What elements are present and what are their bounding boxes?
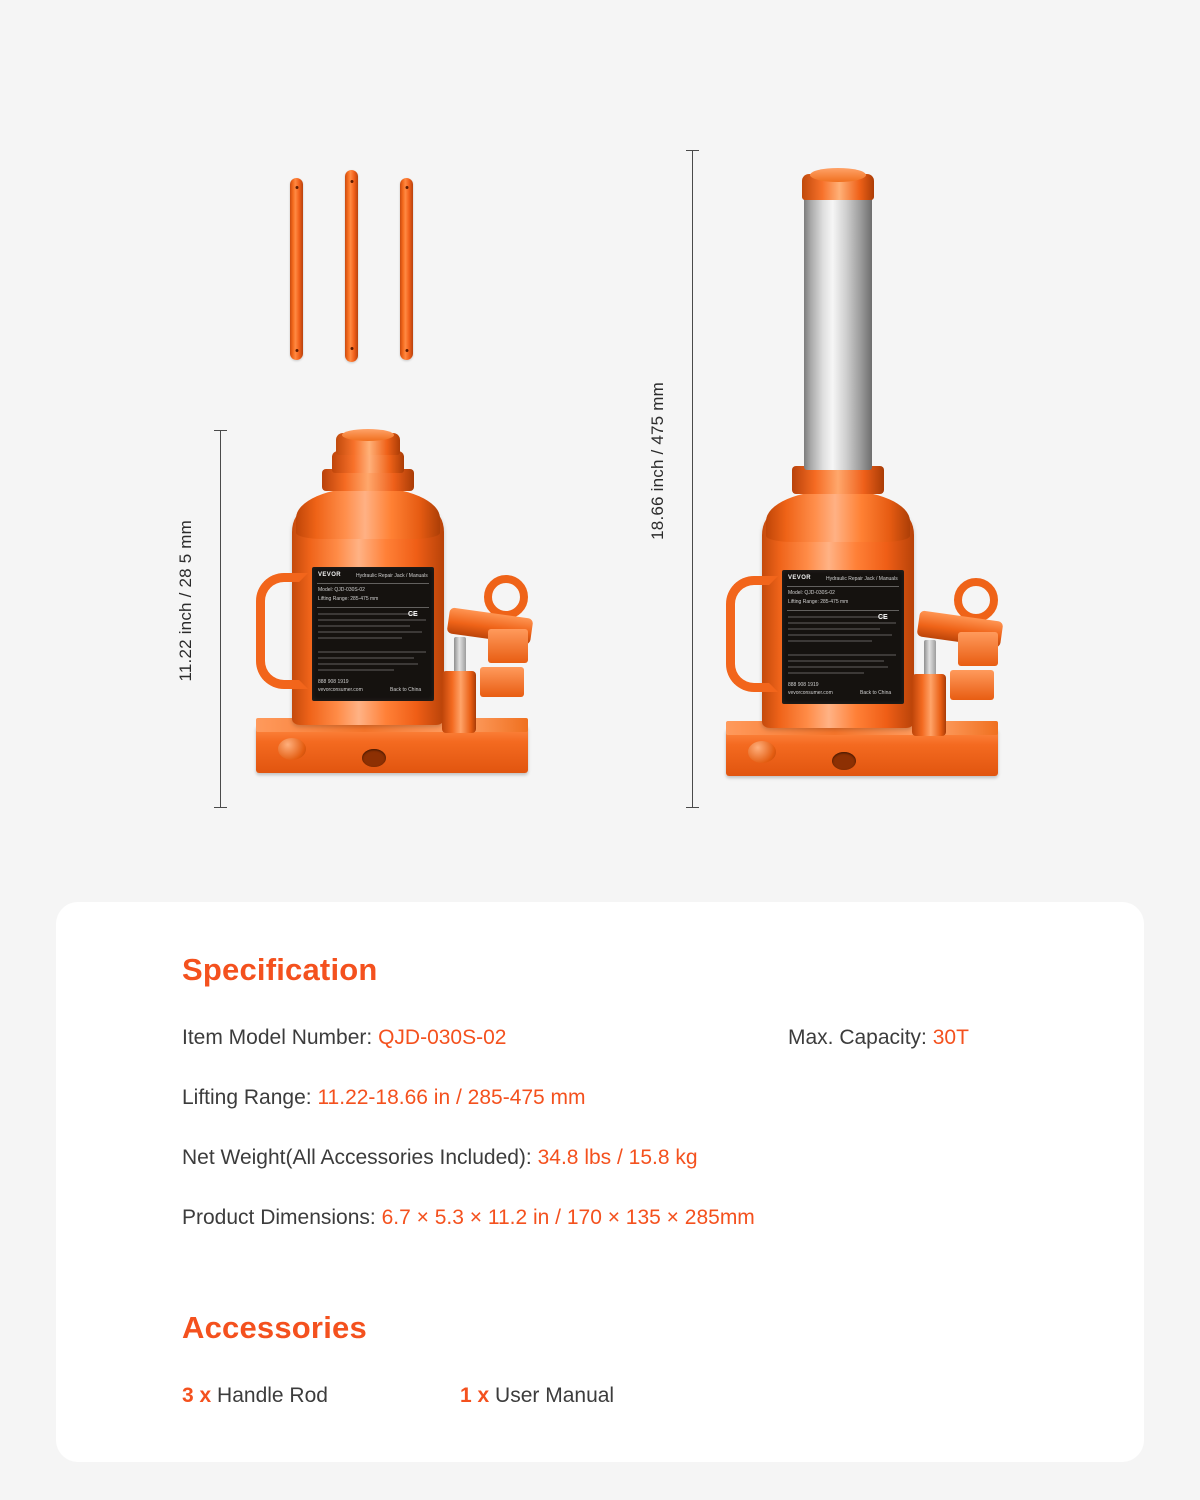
label-text-block [788,616,888,618]
specification-title: Specification [182,952,378,987]
spec-row-capacity [788,1026,969,1050]
spec-row-lifting-range [182,1086,586,1110]
jack-base-boss [278,738,306,760]
carry-handle [256,573,308,689]
rod-hole [295,349,298,352]
label-tagline: Hydraulic Repair Jack / Manuals [826,576,898,582]
rod-hole [350,180,353,183]
accessory-qty: 3 x [182,1384,212,1407]
label-capacity: Lifting Range: 285-475 mm [788,599,849,605]
spec-value-dimensions: 6.7 × 5.3 × 11.2 in / 170 × 135 × 285mm [381,1206,755,1229]
label-model: Model: QJD-030S-02 [788,590,835,596]
accessory-name: User Manual [495,1384,615,1407]
label-text-block [788,640,872,642]
handle-rods-group [290,170,430,380]
label-text-block [318,625,410,627]
ce-mark: CE [878,614,888,621]
pump-assembly [436,575,546,735]
label-rule [787,586,899,587]
spec-label-plate [782,570,904,704]
label-text-block [318,637,402,639]
spec-row-model [182,1026,506,1050]
label-footer: Back to China [860,690,892,696]
label-footer: Back to China [390,687,422,693]
label-text-block [788,660,884,662]
dimension-cap [686,150,699,151]
label-rule [317,607,429,608]
label-contact: 888 908 1919 [318,679,349,685]
label-tagline: Hydraulic Repair Jack / Manuals [356,573,428,579]
rod-hole [405,186,408,189]
label-text-block [318,657,414,659]
release-valve-block [480,667,524,697]
jack-collar [792,466,884,494]
label-site: vevorconsumer.com [788,690,833,696]
bottle-jack-extended [718,148,1018,813]
carry-handle [726,576,778,692]
handle-rod [290,178,303,360]
dimension-line [220,430,221,808]
collapsed-height-label: 11.22 inch / 28 5 mm [176,520,195,682]
handle-rod [345,170,358,362]
bottle-jack-collapsed [250,425,540,810]
spec-label-model: Item Model Number: [182,1026,373,1049]
accessory-handle-rod [182,1384,328,1408]
accessory-name: Handle Rod [217,1384,328,1407]
pump-cylinder [442,671,476,733]
label-rule [317,583,429,584]
extended-height-label: 18.66 inch / 475 mm [648,382,667,540]
label-text-block [318,631,422,633]
label-text-block [788,628,880,630]
jack-base-hole [362,749,386,767]
label-text-block [318,669,394,671]
pump-assembly [906,578,1016,738]
handle-rod [400,178,413,360]
label-text-block [788,634,892,636]
label-capacity: Lifting Range: 285-475 mm [318,596,379,602]
accessory-qty: 1 x [460,1384,490,1407]
label-text-block [318,613,418,615]
label-text-block [788,622,896,624]
spec-label-dimensions: Product Dimensions: [182,1206,376,1229]
label-text-block [788,666,888,668]
accessories-title: Accessories [182,1310,367,1345]
label-rule [787,610,899,611]
pump-pivot-block [958,632,998,666]
label-text-block [788,672,864,674]
dimension-cap [686,807,699,808]
rod-hole [350,347,353,350]
release-valve-block [950,670,994,700]
spec-label-lifting-range: Lifting Range: [182,1086,312,1109]
label-brand: VEVOR [788,575,812,581]
jack-shoulder [766,490,910,542]
jack-saddle-top [810,168,866,182]
spec-value-lifting-range: 11.22-18.66 in / 285-475 mm [317,1086,586,1109]
jack-base-hole [832,752,856,770]
label-contact: 888 908 1919 [788,682,819,688]
jack-base-boss [748,741,776,763]
dimension-line [692,150,693,808]
spec-row-dimensions [182,1206,755,1230]
spec-label-net-weight: Net Weight(All Accessories Included): [182,1146,532,1169]
rod-hole [295,186,298,189]
label-model: Model: QJD-030S-02 [318,587,365,593]
spec-row-net-weight [182,1146,698,1170]
accessory-user-manual [460,1384,614,1408]
rod-hole [405,349,408,352]
jack-ram-extended [804,196,872,470]
pump-cylinder [912,674,946,736]
dimension-cap [214,807,227,808]
label-text-block [318,619,426,621]
spec-value-net-weight: 34.8 lbs / 15.8 kg [537,1146,698,1169]
dimension-cap [214,430,227,431]
label-text-block [318,663,418,665]
pump-pivot-block [488,629,528,663]
spec-value-capacity: 30T [932,1026,969,1049]
ce-mark: CE [408,611,418,618]
jack-saddle-top [342,429,394,441]
jack-shoulder [296,487,440,539]
spec-value-model: QJD-030S-02 [378,1026,507,1049]
spec-label-plate [312,567,434,701]
label-text-block [788,654,896,656]
label-site: vevorconsumer.com [318,687,363,693]
label-brand: VEVOR [318,572,342,578]
spec-label-capacity: Max. Capacity: [788,1026,927,1049]
specification-card [56,902,1144,1462]
label-text-block [318,651,426,653]
